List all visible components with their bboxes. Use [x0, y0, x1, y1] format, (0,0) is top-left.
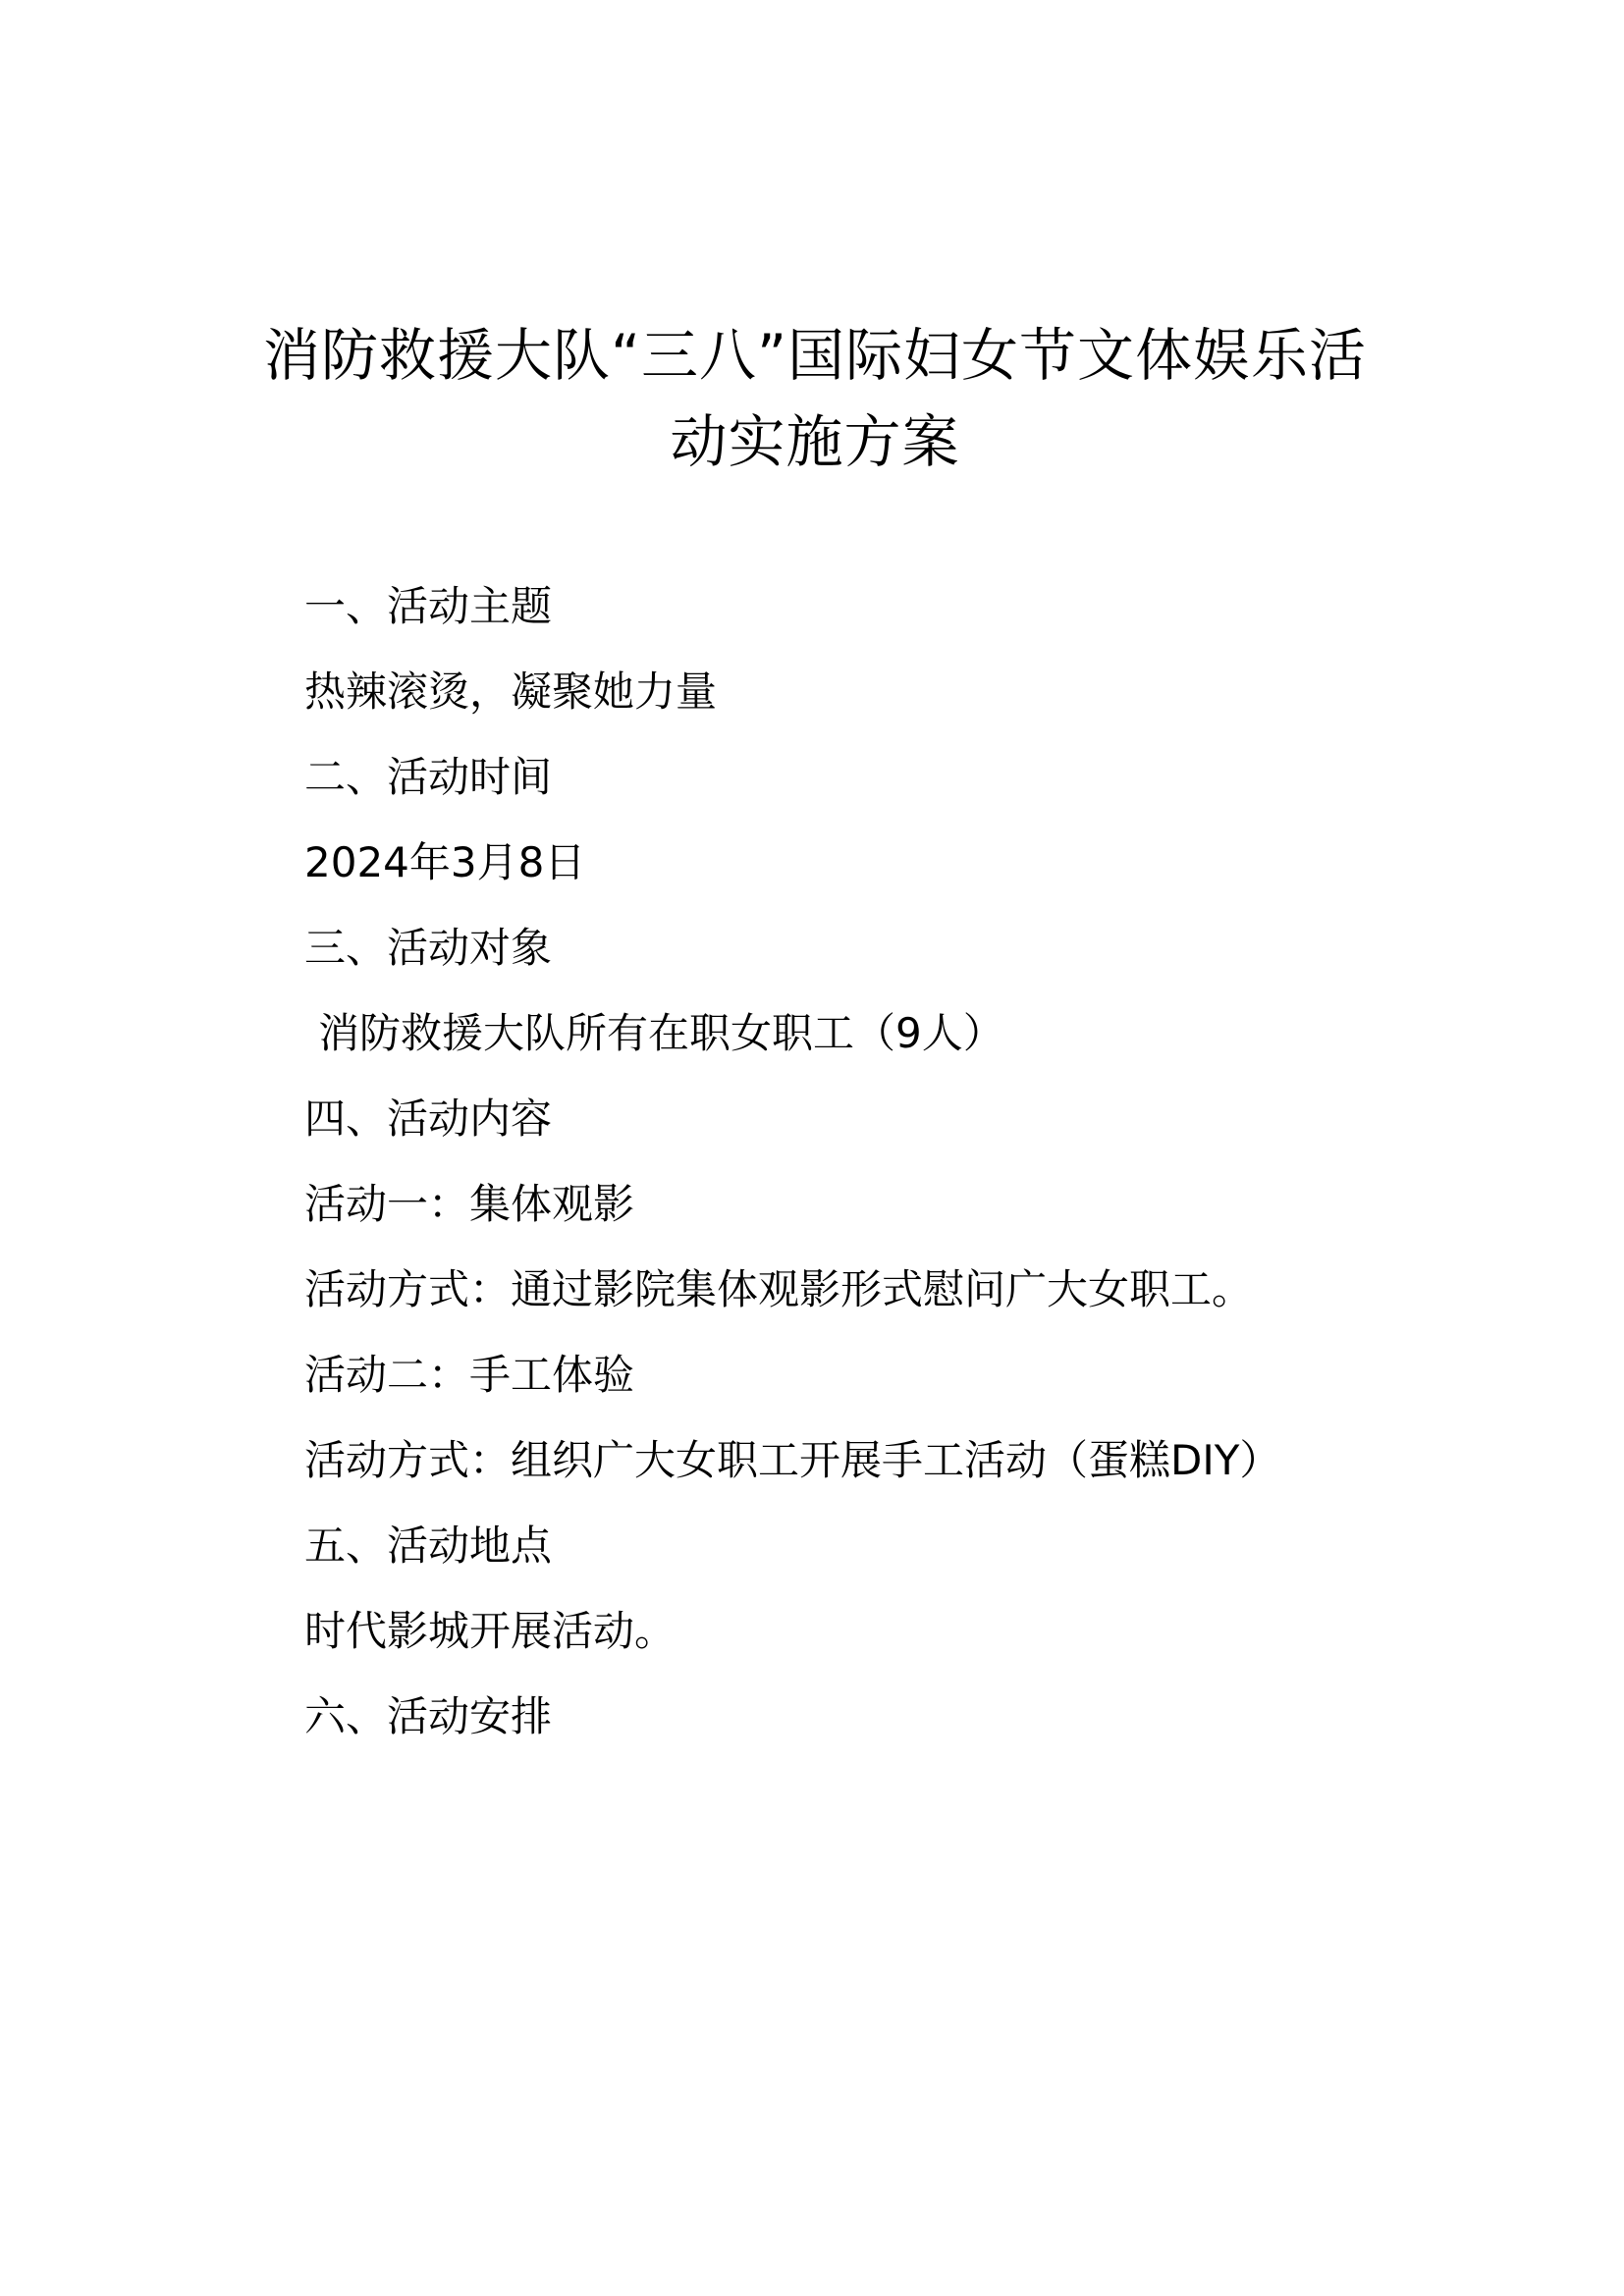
document-body	[304, 577, 1483, 1773]
activity-two-method: 活动方式：组织广大女职工开展手工活动（蛋糕DIY）	[304, 1436, 1281, 1484]
theme-text: 热辣滚烫，凝聚她力量	[304, 667, 718, 716]
section-heading-location: 五、活动地点	[304, 1522, 553, 1570]
time-text: 2024年3月8日	[304, 838, 586, 886]
activity-two-title: 活动二：手工体验	[304, 1351, 635, 1399]
location-text: 时代影城开展活动。	[304, 1607, 677, 1655]
activity-one-method: 活动方式：通过影院集体观影形式慰问广大女职工。	[304, 1265, 1254, 1313]
document-title-line-2: 动实施方案	[670, 408, 960, 475]
section-heading-theme: 一、活动主题	[304, 582, 553, 630]
document-title	[177, 312, 1453, 485]
activity-one-title: 活动一：集体观影	[304, 1180, 635, 1228]
section-heading-arrangement: 六、活动安排	[304, 1692, 553, 1740]
section-heading-time: 二、活动时间	[304, 753, 553, 801]
document-title-line-1: 消防救援大队“三八”国际妇女节文体娱乐活	[262, 322, 1368, 389]
section-heading-content: 四、活动内容	[304, 1095, 553, 1143]
section-heading-target: 三、活动对象	[304, 924, 553, 972]
target-text: 消防救援大队所有在职女职工（9人）	[318, 1009, 1004, 1057]
